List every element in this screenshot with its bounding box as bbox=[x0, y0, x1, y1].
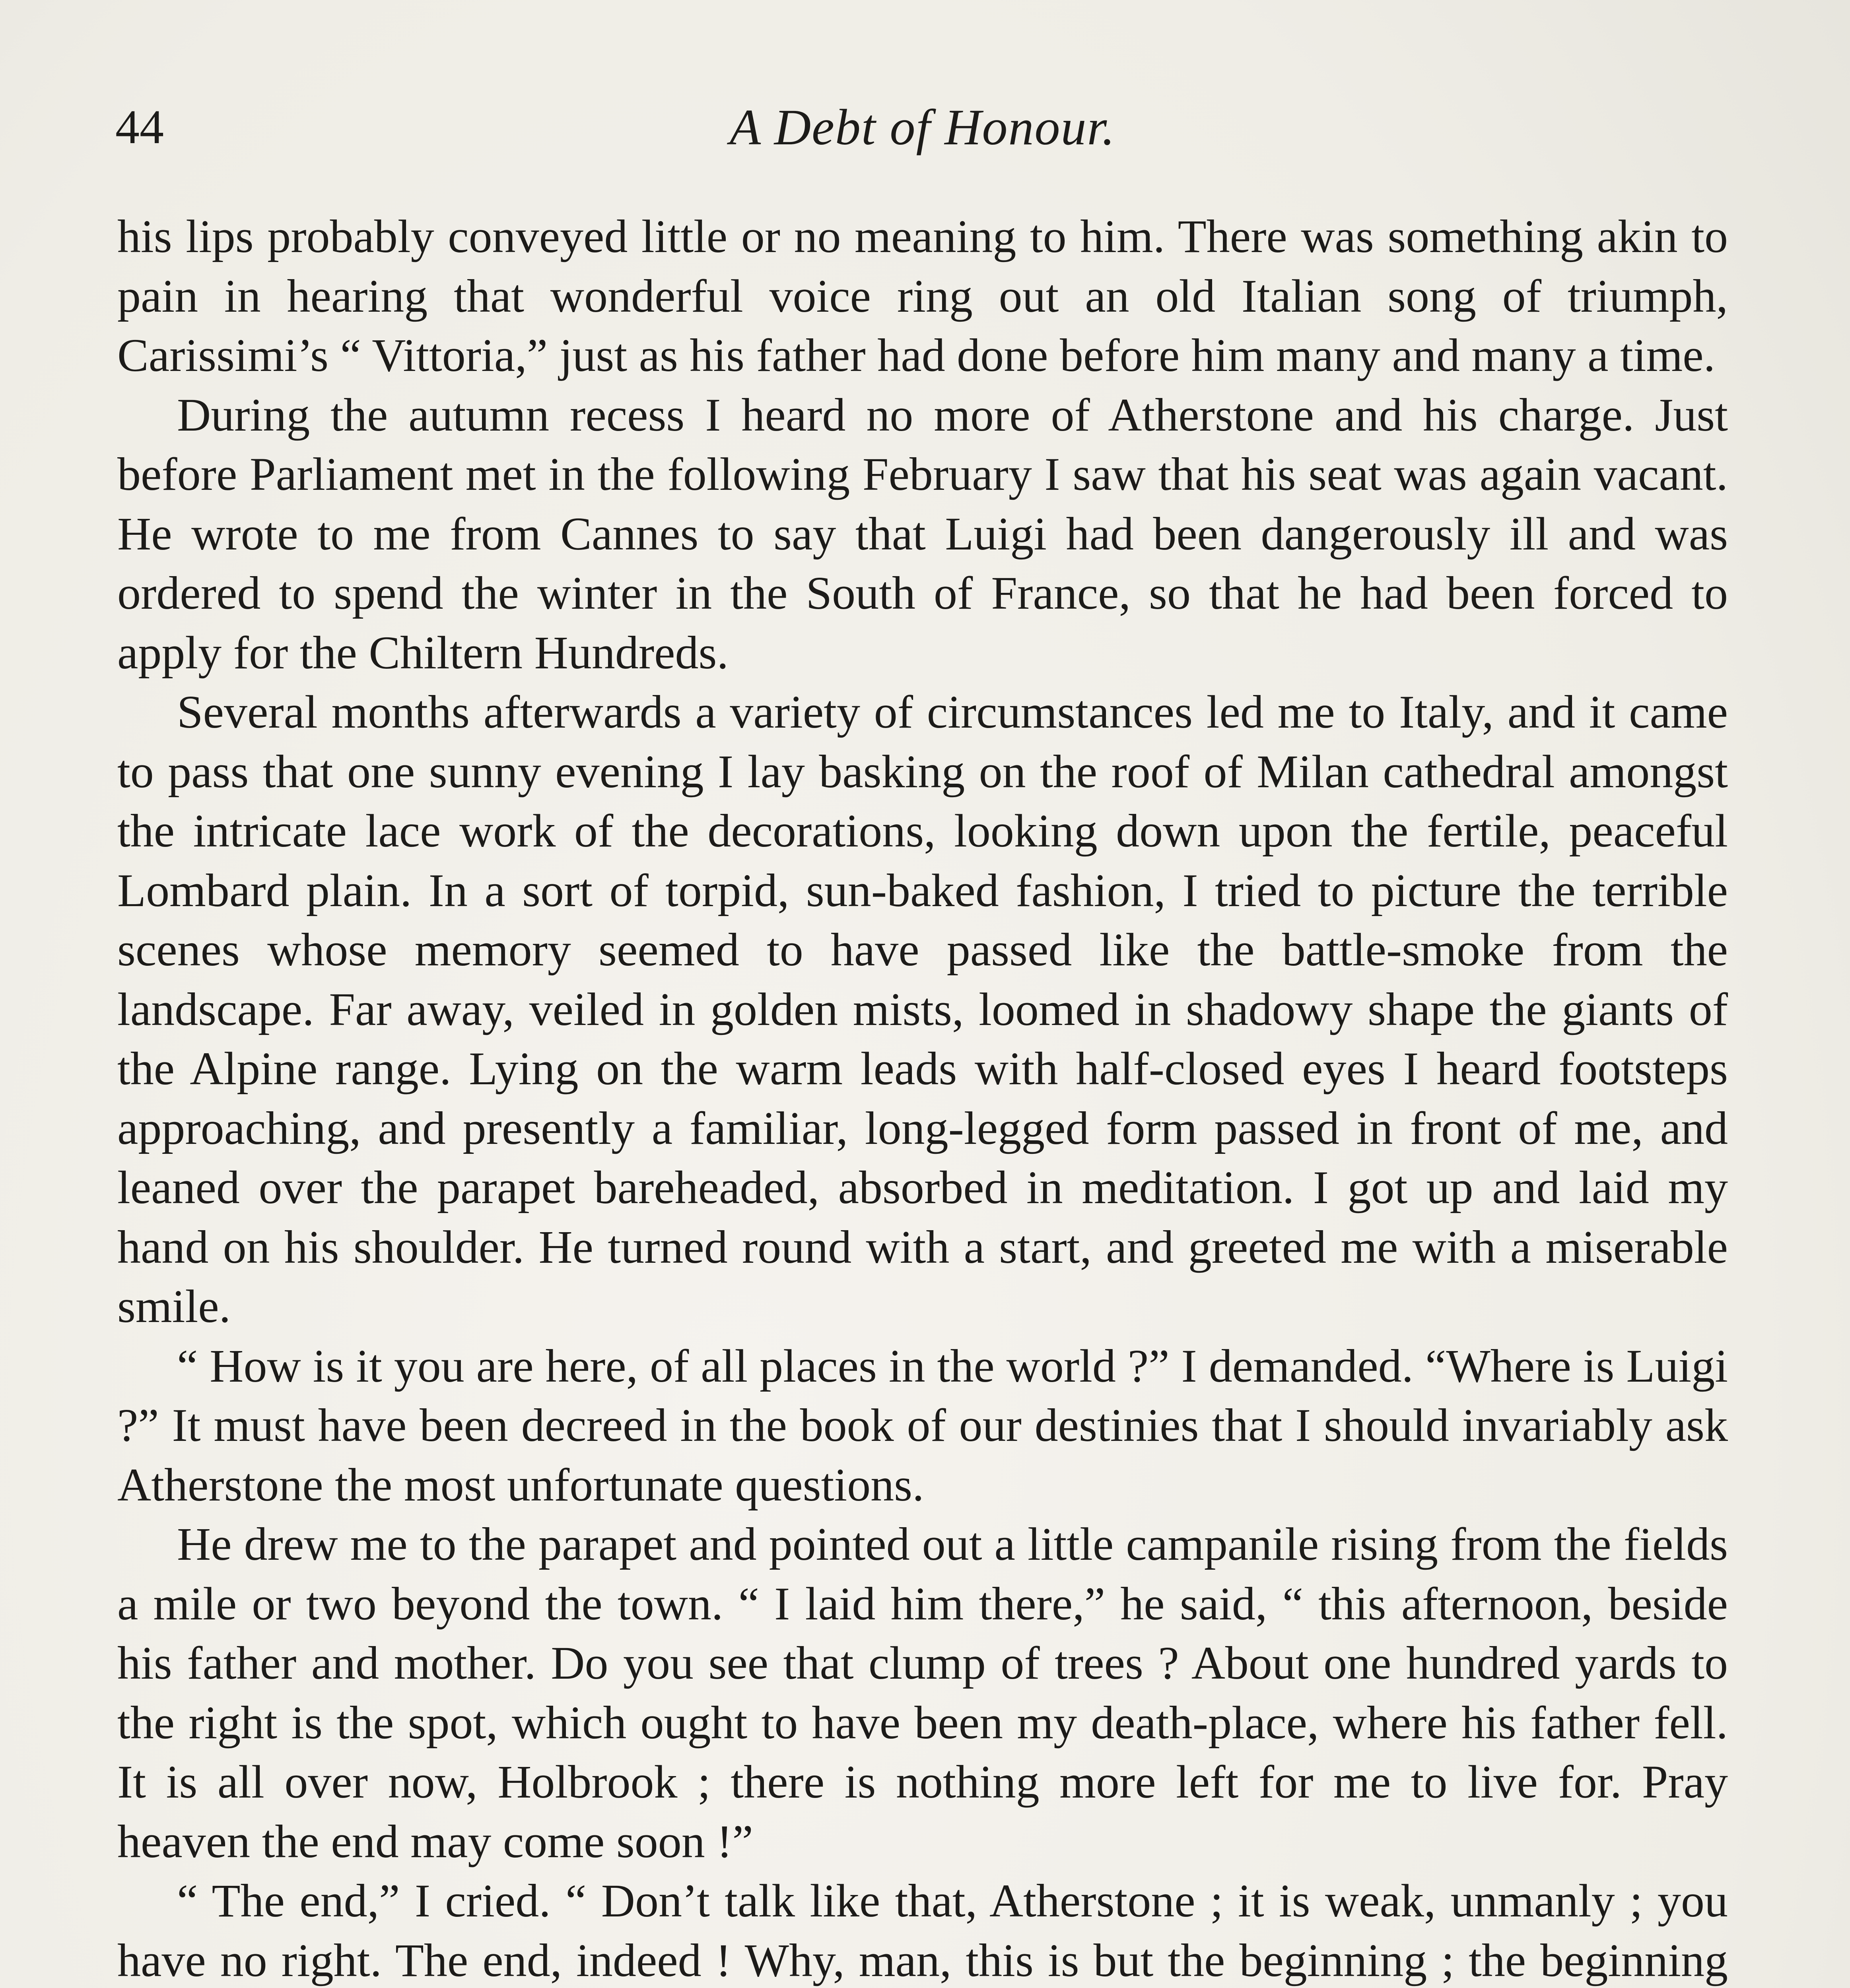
paragraph: “ The end,” I cried. “ Don’t talk like that, Atherstone ; it is weak, unmanly ; you have no right. The end, indeed ! Why, man, this is but the beginning ; the beginning bbox=[117, 1875, 1728, 1986]
paragraph: He drew me to the parapet and pointed out a little campanile rising from the fields a mile or two beyond the town. “ I laid him there,” he said, “ this afternoon, beside his father and mother. Do you see that clump of trees ? About one hundred yards to the right is the spot, which ought to have been my death-place, where his father fell. It is all over now, Holbrook ; there is nothing more left for me to live for. Pray heaven the end may come soon !” bbox=[117, 1518, 1728, 1868]
page-number: 44 bbox=[115, 100, 164, 154]
running-title: A Debt of Honour. bbox=[729, 99, 1116, 155]
paragraph: “ How is it you are here, of all places in the world ?” I demanded. “Where is Luigi ?” It must have been decreed in the book of our destinies that I should invariably ask Atherstone the most unfortunate questions. bbox=[117, 1340, 1728, 1511]
paragraph: his lips probably conveyed little or no meaning to him. There was something akin to pain in hearing that wonderful voice ring out an old Italian song of triumph, Carissimi’s “ Vittoria,” just as his father had done before him many and many a time. bbox=[117, 210, 1728, 381]
paragraph: During the autumn recess I heard no more of Atherstone and his charge. Just before Parliament met in the following February I saw that his seat was again vacant. He wrote to me from Cannes to say that Luigi had been dangerously ill and was ordered to spend the winter in the South of France, so that he had been forced to apply for the Chiltern Hundreds. bbox=[117, 388, 1728, 679]
story-text bbox=[117, 207, 1728, 1988]
page-header bbox=[115, 97, 1730, 157]
paragraph: Several months afterwards a variety of circumstances led me to Italy, and it came to pass that one sunny evening I lay basking on the roof of Milan cathedral amongst the intricate lace work of the decorations, looking down upon the fertile, peaceful Lombard plain. In a sort of torpid, sun-baked fashion, I tried to picture the terrible scenes whose memory seemed to have passed like the battle-smoke from the landscape. Far away, veiled in golden mists, loomed in shadowy shape the giants of the Alpine range. Lying on the warm leads with half-closed eyes I heard footsteps approaching, and presently a familiar, long-legged form passed in front of me, and leaned over the parapet bareheaded, absorbed in meditation. I got up and laid my hand on his shoulder. He turned round with a start, and greeted me with a miserable smile. bbox=[117, 686, 1728, 1332]
